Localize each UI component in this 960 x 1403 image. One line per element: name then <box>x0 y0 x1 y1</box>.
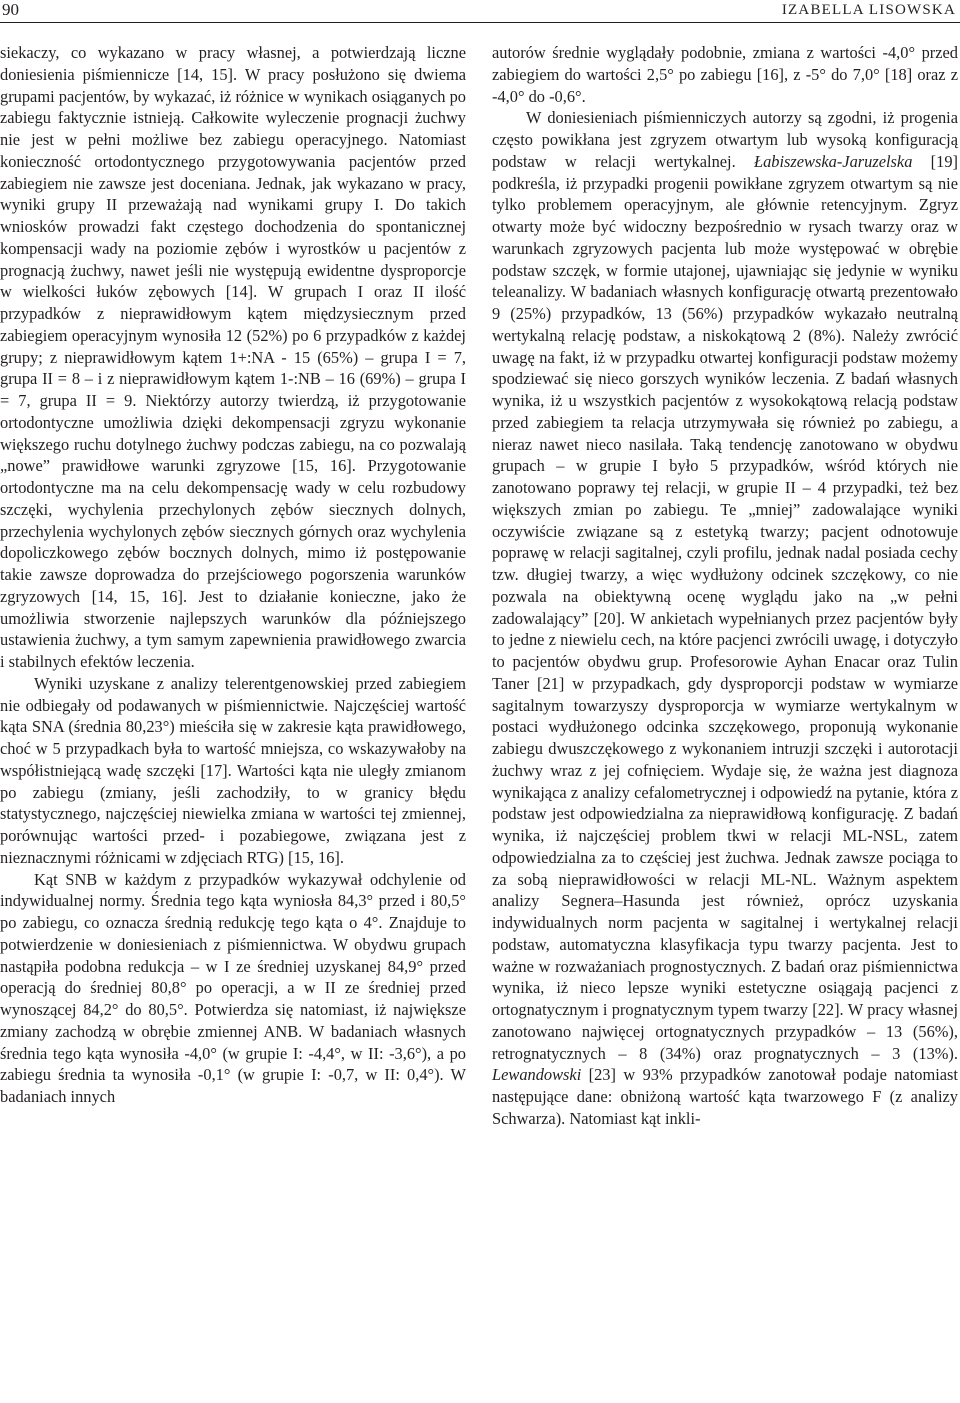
paragraph <box>492 107 958 1129</box>
text-run: [19] podkreśla, iż przypadki progenii powikłane zgryzem otwartym są nie tylko problemem operacyjnym, ale głównie retencyjnym. Zgryz otwarty może być widoczny bezpośrednio w rysach twarzy oraz w warunkach zgryzowych pacjenta lub może występować w obrębie podstaw szczęk, w formie utajonej, ujawniając się jedynie w wyniku teleanalizy. W badaniach własnych konfigurację otwartą prezentowało 9 (25%) przypadków, 13 (56%) przypadków wykazało neutralną wertykalną relację podstaw, a niskokątową 2 (8%). Należy zwrócić uwagę na fakt, iż w przypadku otwartej konfiguracji podstaw możemy spodziewać się nieco gorszych wyników leczenia. Z badań własnych wynika, iż u wszystkich pacjentów z wysokokątową relacją podstaw przed zabiegiem ta relacja utrzymywała się również po zabiegu, a nieraz nawet nieco nasilała. Taką tendencję zanotowano w obydwu grupach – w grupie I było 5 przypadków, wśród których nie zanotowano poprawy tej relacji, w grupie II – 4 przypadki, też bez większych zmian po zabiegu. Te „mniej” zadowalające wyniki oczywiście związane są z estetyką twarzy; pacjent odnotowuje poprawę w relacji sagitalnej, czyli profilu, jednak nadal posiada cechy tzw. długiej twarzy, a więc wydłużony odcinek szczękowy, co nie pozwala na obiektywną ocenę wyglądu jako na „w pełni zadowalający” [20]. W ankietach wypełnianych przez pacjentów były to jedne z niewielu cech, na które pacjenci zwrócili uwagę, i dotyczyło to pacjentów obydwu grup. Profesorowie Ayhan Enacar oraz Tulin Taner [21] w przypadkach, gdy dysproporcji podstaw w wymiarze sagitalnym towarzyszy dysproporcja w wymiarze wertykalnym w postaci wydłużonego odcinka szczękowego, proponują wykonanie zabiegu dwuszczękowego z wykonaniem intruzji szczęki i autorotacji żuchwy wraz z jej cofnięciem. Wydaje się, że ważna jest diagnoza wynikająca z analizy cefalometrycznej i odpowiedź na pytanie, która z podstaw jest odpowiedzialna za nieprawidłową konfigurację. Z badań wynika, iż najczęściej problem tkwi w relacji ML-NSL, zatem odpowiedzialna za to częściej jest żuchwa. Jednak zawsze pociąga to za sobą nieprawidłowości w relacji ML-NL. Ważnym aspektem analizy Segnera–Hasunda jest również, oprócz uzyskania indywidualnych norm pacjenta w sagitalnej i wertykalnej relacji podstaw, automatyczna klasyfikacja typu twarzy pacjenta. Jest to ważne w rozważaniach prognostycznych. Z badań oraz piśmiennictwa wynika, iż nieco lepsze wyniki estetyczne osiągają pacjenci z ortognatycznym i prognatycznym typem twarzy [22]. W pracy własnej zanotowano najwięcej ortognatycznych przypadków – 13 (56%), retrognatycznych – 8 (34%) oraz prognatycznych – 3 (13%). <box>492 151 958 1063</box>
text-run: [23] w 93% przypadków zanotował podaje natomiast następujące dane: obniżoną wartość kąta twarzowego F (z analizy Schwarza). Natomiast kąt inkli- <box>492 1065 958 1128</box>
author-name-italic: Łabiszewska-Jaruzelska <box>753 151 913 171</box>
header-rule <box>0 22 960 23</box>
right-column <box>492 42 958 1130</box>
paragraph: autorów średnie wyglądały podobnie, zmiana z wartości -4,0° przed zabiegiem do wartości 2,5° po zabiegu [16], z -5° do 7,0° [18] oraz z -4,0° do -0,6°. <box>492 43 958 106</box>
author-name-italic: Lewandowski <box>492 1065 582 1085</box>
page-number: 90 <box>2 0 19 19</box>
left-column <box>0 42 466 1108</box>
running-head-author: IZABELLA LISOWSKA <box>781 2 956 18</box>
text-run: W doniesieniach piśmienniczych autorzy są zgodni, iż progenia często powikłana jest zgryzem otwartym lub wysoką konfiguracją podstaw w relacji wertykalnej. <box>492 108 958 171</box>
paragraph: Kąt SNB w każdym z przypadków wykazywał odchylenie od indywidualnej normy. Średnia tego kąta wyniosła 84,3° przed i 80,5° po zabiegu, co oznacza średnią redukcję tego kąta o 4°. Znajduje to potwierdzenie w doniesieniach z piśmiennictwa. W obydwu grupach nastąpiła podobna redukcja – w I ze średniej uzyskanej 84,9° przed operacją do średniej 80,8° po operacji, a w II ze średniej przed wynoszącej 84,2° do 80,5°. Potwierdza się natomiast, iż największe zmiany zachodzą w obrębie zmiennej ANB. W badaniach własnych średnia tego kąta wynosiła -4,0° (w grupie I: -4,4°, w II: -3,6°), a po zabiegu średnia ta wynosiła -0,1° (w grupie I: -0,7, w II: 0,4°). W badaniach innych <box>0 869 466 1106</box>
paragraph: siekaczy, co wykazano w pracy własnej, a potwierdzają liczne doniesienia piśmiennicze [14, 15]. W pracy posłużono się dwiema grupami pacjentów, by wykazać, iż różnice w wynikach osiąganych po zabiegu faktycznie istnieją. Całkowite wyleczenie prognacji żuchwy nie jest w pełni możliwe bez zabiegu operacyjnego. Natomiast konieczność ortodontycznego przygotowywania pacjentów przed zabiegiem nie zawsze jest doceniana. Jednak, jak wykazano w pracy, wyniki grupy II przeważają nad wynikami grupy I. Do takich wniosków prowadzi fakt częstego dochodzenia do spontanicznej kompensacji wady na poziomie zębów i wyrostków u pacjentów z prognacją żuchwy, nawet jeśli nie występują ewidentne dysproporcje w wielkości łuków zębowych [14]. W grupach I oraz II ilość przypadków z nieprawidłowym kątem międzysiecznym przed zabiegiem operacyjnym wynosiła 12 (52%) po 6 przypadków z każdej grupy; z nieprawidłowym kątem 1+:NA - 15 (65%) – grupa I = 7, grupa II = 8 – i z nieprawidłowym kątem 1-:NB – 16 (69%) – grupa I = 7, grupa II = 9. Niektórzy autorzy twierdzą, iż przygotowanie ortodontyczne umożliwia dzięki dekompensacji zgryzu wykonanie większego ruchu dotylnego żuchwy podczas zabiegu, na co pozwalają „nowe” prawidłowe warunki zgryzowe [15, 16]. Przygotowanie ortodontyczne ma na celu dekompensację wady w celu rozbudowy szczęki, wychylenia przechylonych zębów siecznych dolnych, przechylenia wychylonych zębów siecznych górnych oraz wychylenia dopoliczkowego zębów bocznych dolnych, mimo iż postępowanie takie zawsze doprowadza do przejściowego pogorszenia warunków zgryzowych [14, 15, 16]. Jest to działanie konieczne, jako że umożliwia stworzenie najlepszych warunków dla późniejszego ustawienia żuchwy, a tym samym zapewnienia prawidłowego zwarcia i stabilnych efektów leczenia. <box>0 43 466 671</box>
paragraph: Wyniki uzyskane z analizy telerentgenowskiej przed zabiegiem nie odbiegały od podawanych w piśmiennictwie. Najczęściej wartość kąta SNA (średnia 80,23°) mieściła się w zakresie kąta prawidłowego, choć w 5 przypadkach była to wartość mniejsza, co wskazywałoby na współistniejącą wadę szczęki [17]. Wartości kąta nie uległy zmianom po zabiegu (zmiany, jeśli zachodziły, to w granicy błędu statystycznego, najczęściej niewielka zmiana w wartości tej zmiennej, porównując wartości przed- i pozabiegowe, związana jest z nieznacznymi różnicami w zdjęciach RTG) [15, 16]. <box>0 673 466 867</box>
running-header <box>0 0 960 22</box>
